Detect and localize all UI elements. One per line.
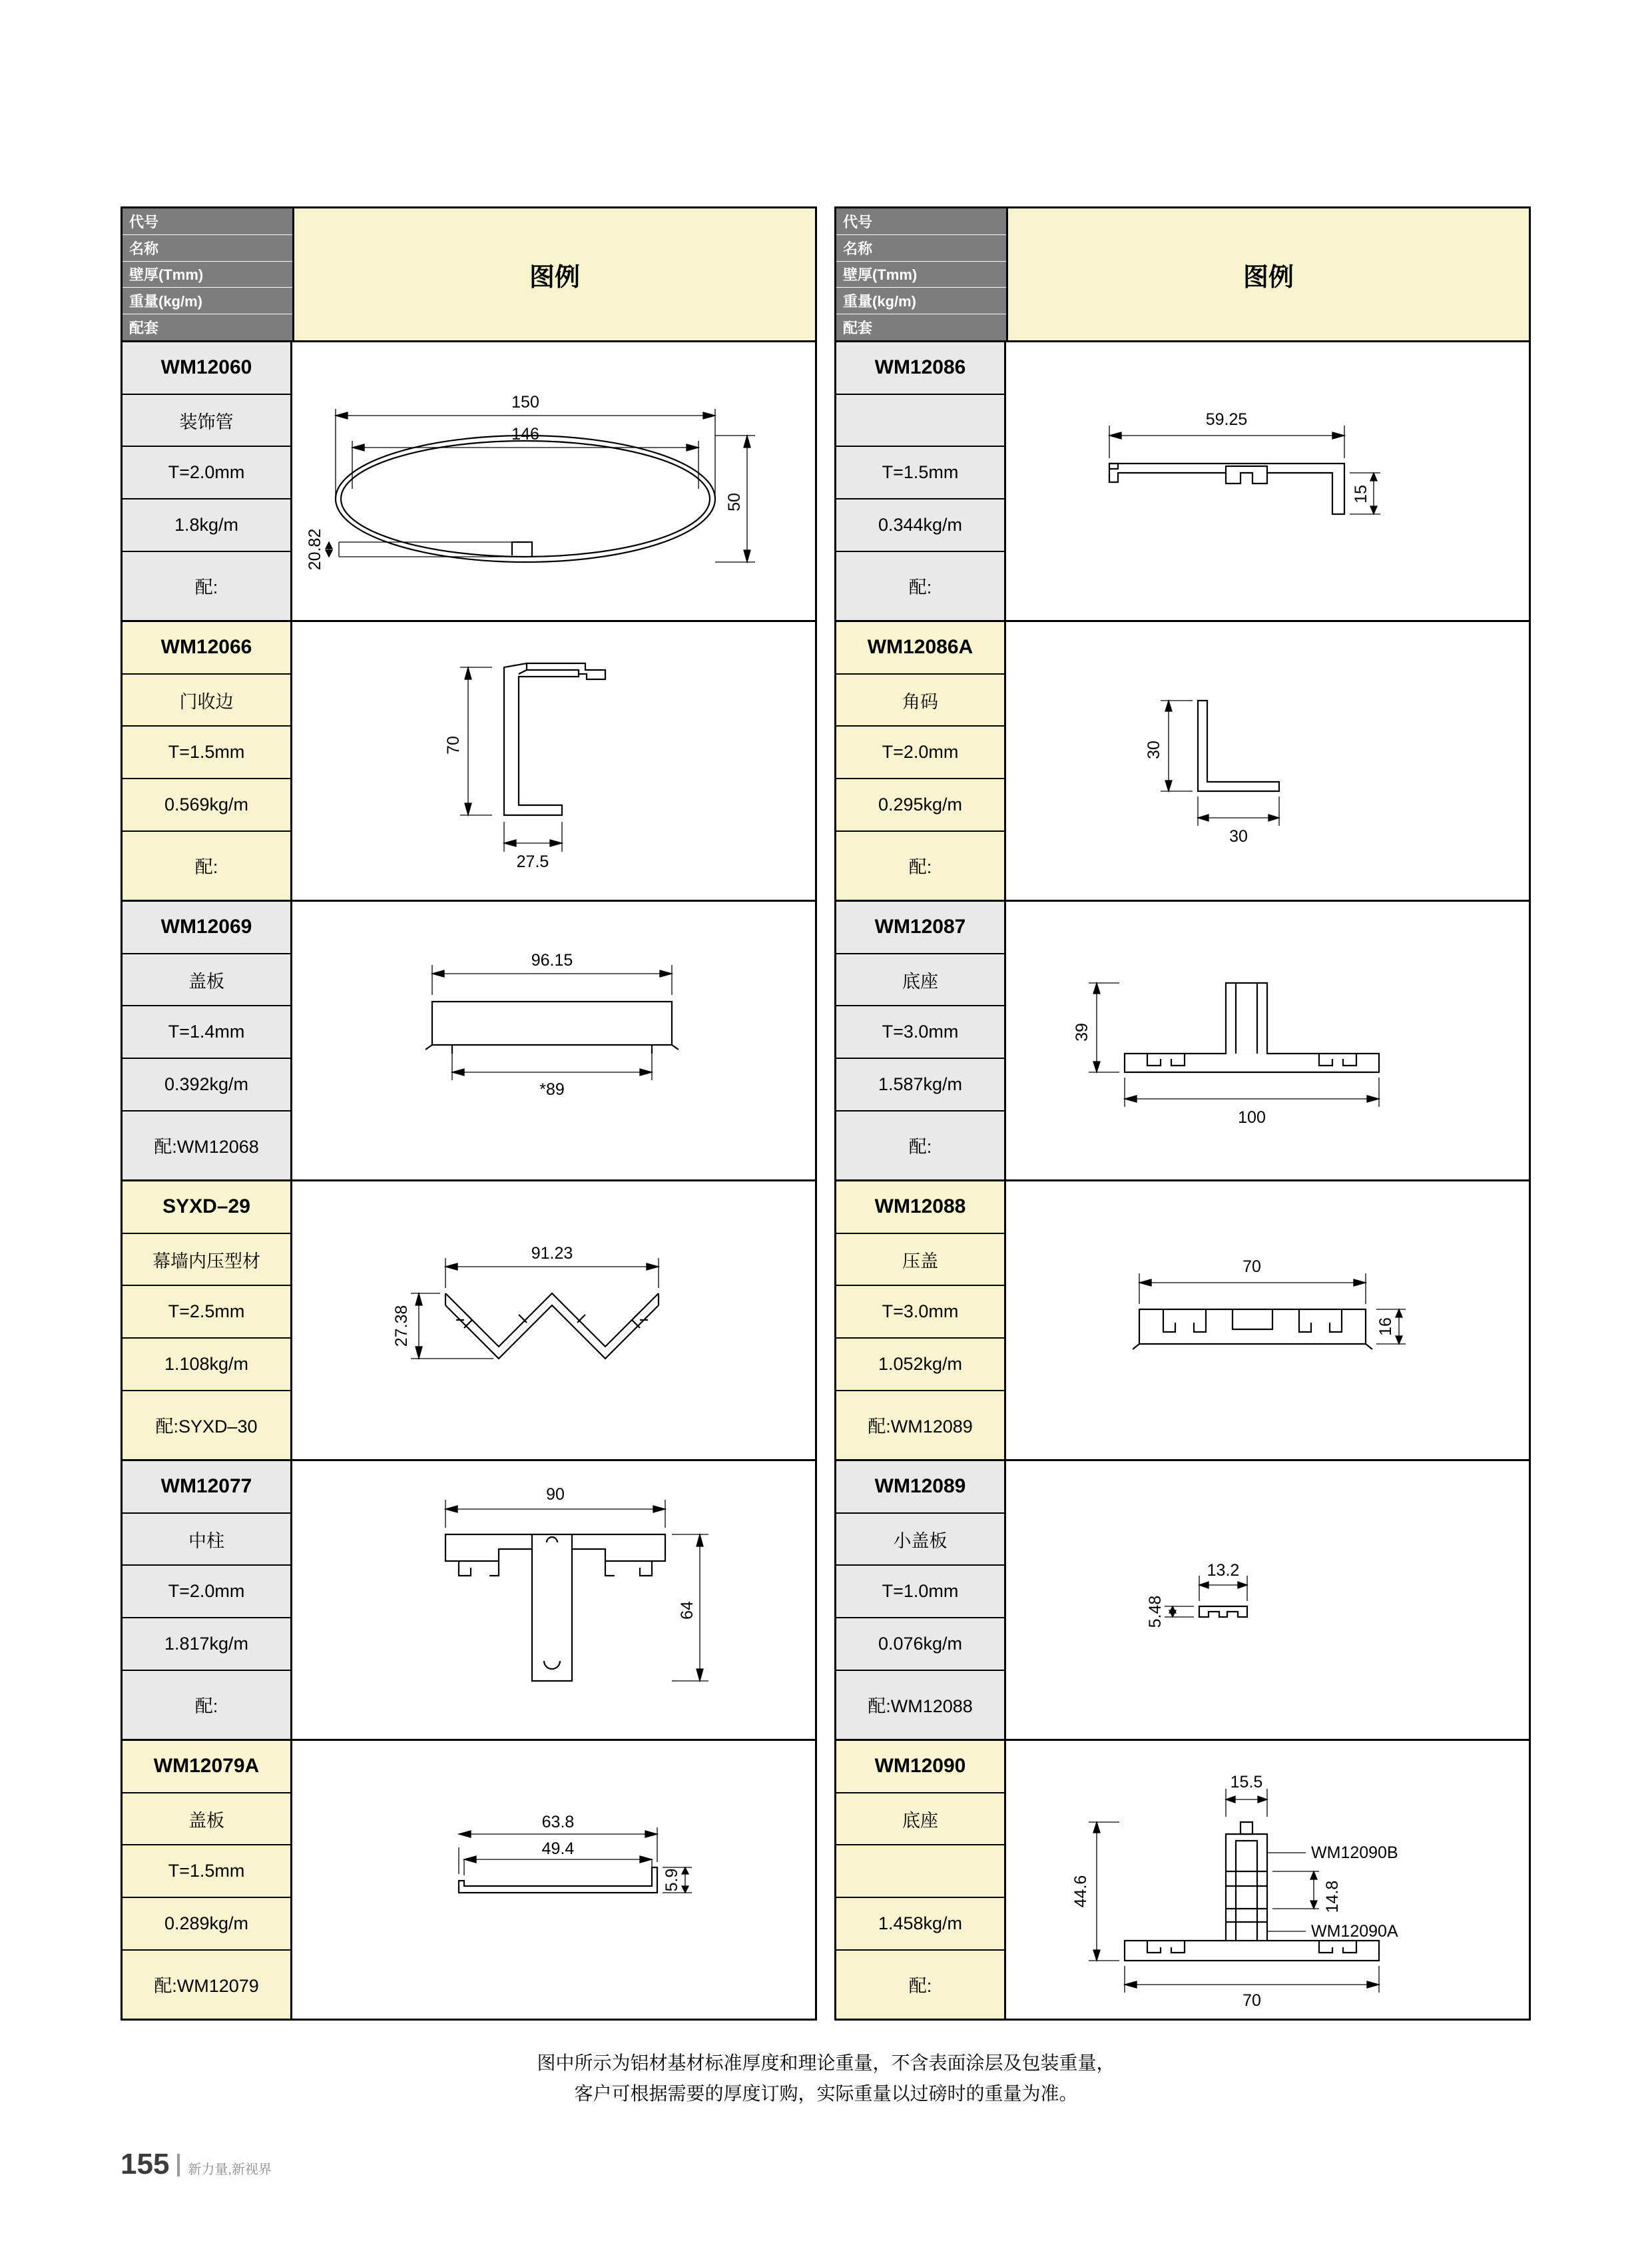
profile-code: WM12086A xyxy=(836,622,1004,675)
profile-match: 配: xyxy=(836,1951,1004,2019)
profile-weight: 1.458kg/m xyxy=(836,1898,1004,1951)
table-row xyxy=(836,1459,1529,1739)
brand-slogan: 新力量,新视界 xyxy=(188,2162,272,2177)
profile-name: 小盖板 xyxy=(836,1514,1004,1566)
profile-figure xyxy=(1006,622,1529,900)
profile-thickness: T=1.5mm xyxy=(123,1845,290,1898)
row-fields xyxy=(836,1741,1006,2019)
profile-match: 配: xyxy=(123,552,290,620)
profile-figure xyxy=(292,1461,815,1739)
profile-code: WM12069 xyxy=(123,902,290,954)
dim-27-5: 27.5 xyxy=(516,852,549,871)
footnote xyxy=(0,2048,1652,2109)
profile-code: WM12087 xyxy=(836,902,1004,954)
profile-table xyxy=(121,206,1531,2021)
row-fields xyxy=(123,622,292,900)
table-row xyxy=(836,340,1529,620)
profile-weight: 0.569kg/m xyxy=(123,779,290,832)
left-column xyxy=(121,206,817,2021)
profile-weight: 1.817kg/m xyxy=(123,1618,290,1671)
right-column xyxy=(834,206,1531,2021)
column-header-right xyxy=(836,208,1529,340)
profile-thickness: T=2.0mm xyxy=(123,1566,290,1618)
row-fields xyxy=(836,622,1006,900)
profile-match: 配:WM12088 xyxy=(836,1671,1004,1739)
profile-weight: 1.587kg/m xyxy=(836,1059,1004,1112)
profile-figure xyxy=(1006,342,1529,620)
footnote-line-2: 客户可根据需要的厚度订购，实际重量以过磅时的重量为准。 xyxy=(574,2083,1078,2104)
dim-49-4: 49.4 xyxy=(541,1839,575,1858)
footnote-line-1: 图中所示为铝材基材标准厚度和理论重量，不含表面涂层及包装重量， xyxy=(537,2053,1115,2073)
table-row xyxy=(836,620,1529,900)
table-row xyxy=(836,1179,1529,1459)
row-fields xyxy=(123,1461,292,1739)
header-label-stack-right xyxy=(836,208,1008,340)
row-fields xyxy=(123,1181,292,1459)
profile-match: 配: xyxy=(836,1112,1004,1179)
header-label-code: 代号 xyxy=(836,208,1006,235)
profile-name xyxy=(836,395,1004,448)
dim-70: 70 xyxy=(444,736,463,755)
page-number: 155 xyxy=(121,2148,170,2180)
profile-weight: 1.052kg/m xyxy=(836,1339,1004,1391)
header-label-thickness: 壁厚(Tmm) xyxy=(123,262,292,288)
row-fields xyxy=(123,902,292,1179)
profile-name: 底座 xyxy=(836,954,1004,1007)
profile-figure xyxy=(1006,1461,1529,1739)
profile-name: 门收边 xyxy=(123,675,290,727)
profile-match: 配: xyxy=(836,552,1004,620)
header-label-match: 配套 xyxy=(836,314,1006,340)
dim-30-v: 30 xyxy=(1145,741,1163,759)
dim-44-6: 44.6 xyxy=(1071,1875,1090,1908)
dim-63-8: 63.8 xyxy=(541,1813,575,1831)
row-fields xyxy=(123,1741,292,2019)
profile-thickness: T=1.5mm xyxy=(836,447,1004,499)
profile-name: 装饰管 xyxy=(123,395,290,448)
profile-match: 配: xyxy=(123,832,290,900)
table-row xyxy=(123,620,815,900)
dim-100: 100 xyxy=(1238,1108,1266,1127)
profile-name: 幕墙内压型材 xyxy=(123,1234,290,1287)
table-row xyxy=(836,900,1529,1179)
profile-match: 配:WM12068 xyxy=(123,1112,290,1179)
row-fields xyxy=(836,1461,1006,1739)
dim-39: 39 xyxy=(1073,1023,1091,1042)
profile-name: 盖板 xyxy=(123,1793,290,1846)
profile-figure xyxy=(292,1181,815,1459)
table-row xyxy=(123,900,815,1179)
header-label-name: 名称 xyxy=(123,235,292,262)
profile-code: WM12060 xyxy=(123,342,290,395)
profile-figure xyxy=(292,342,815,620)
row-fields xyxy=(836,1181,1006,1459)
profile-name: 中柱 xyxy=(123,1514,290,1566)
table-row xyxy=(123,1179,815,1459)
dim-15-5: 15.5 xyxy=(1230,1773,1263,1791)
row-fields xyxy=(123,342,292,620)
profile-weight: 1.8kg/m xyxy=(123,499,290,552)
profile-figure xyxy=(292,902,815,1179)
profile-code: WM12066 xyxy=(123,622,290,675)
profile-weight: 0.344kg/m xyxy=(836,499,1004,552)
column-header-left xyxy=(123,208,815,340)
profile-thickness: T=3.0mm xyxy=(836,1286,1004,1339)
profile-name: 底座 xyxy=(836,1793,1004,1846)
header-figure-title-right: 图例 xyxy=(1008,208,1529,340)
profile-thickness: T=2.0mm xyxy=(123,447,290,499)
profile-code: WM12089 xyxy=(836,1461,1004,1514)
header-label-weight: 重量(kg/m) xyxy=(836,288,1006,314)
profile-thickness: T=2.0mm xyxy=(836,727,1004,779)
profile-weight: 0.289kg/m xyxy=(123,1898,290,1951)
profile-match: 配: xyxy=(836,832,1004,900)
profile-figure xyxy=(292,1741,815,2019)
dim-30-h: 30 xyxy=(1229,827,1248,846)
page-footer xyxy=(121,2148,272,2181)
dim-5-48: 5.48 xyxy=(1146,1595,1165,1628)
dim-96-15: 96.15 xyxy=(531,951,573,970)
dim-70: 70 xyxy=(1242,1257,1261,1276)
dim-13-2: 13.2 xyxy=(1207,1561,1240,1580)
header-figure-title-left: 图例 xyxy=(294,208,815,340)
profile-match: 配:WM12079 xyxy=(123,1951,290,2019)
profile-figure xyxy=(292,622,815,900)
profile-code: WM12079A xyxy=(123,1741,290,1793)
profile-figure xyxy=(1006,1741,1529,2019)
dim-64: 64 xyxy=(678,1601,696,1620)
profile-code: WM12086 xyxy=(836,342,1004,395)
profile-thickness: T=1.5mm xyxy=(123,727,290,779)
dim-5-9: 5.9 xyxy=(663,1868,681,1892)
header-label-weight: 重量(kg/m) xyxy=(123,288,292,314)
profile-weight: 0.076kg/m xyxy=(836,1618,1004,1671)
profile-match: 配:WM12089 xyxy=(836,1391,1004,1459)
profile-match: 配: xyxy=(123,1671,290,1739)
table-row xyxy=(123,1459,815,1739)
profile-thickness: T=1.0mm xyxy=(836,1566,1004,1618)
dim-14-8: 14.8 xyxy=(1323,1880,1342,1913)
profile-code: WM12077 xyxy=(123,1461,290,1514)
dim-90: 90 xyxy=(546,1485,565,1504)
row-fields xyxy=(836,342,1006,620)
header-label-match: 配套 xyxy=(123,314,292,340)
profile-code: WM12090 xyxy=(836,1741,1004,1793)
profile-thickness: T=1.4mm xyxy=(123,1006,290,1059)
header-label-name: 名称 xyxy=(836,235,1006,262)
profile-thickness: T=3.0mm xyxy=(836,1006,1004,1059)
profile-match: 配:SYXD–30 xyxy=(123,1391,290,1459)
footer-divider xyxy=(177,2154,180,2176)
table-row xyxy=(123,1739,815,2019)
profile-figure xyxy=(1006,1181,1529,1459)
row-fields xyxy=(836,902,1006,1179)
profile-code: WM12088 xyxy=(836,1181,1004,1234)
label-wm12090a: WM12090A xyxy=(1311,1922,1398,1941)
dim-16: 16 xyxy=(1376,1317,1395,1336)
dim-27-38: 27.38 xyxy=(392,1305,411,1347)
dim-89: *89 xyxy=(539,1080,565,1099)
profile-weight: 0.392kg/m xyxy=(123,1059,290,1112)
dim-146: 146 xyxy=(511,425,539,444)
dim-50: 50 xyxy=(725,493,744,511)
profile-weight: 1.108kg/m xyxy=(123,1339,290,1391)
dim-59-25: 59.25 xyxy=(1205,410,1248,429)
header-label-thickness: 壁厚(Tmm) xyxy=(836,262,1006,288)
profile-figure xyxy=(1006,902,1529,1179)
table-row xyxy=(836,1739,1529,2019)
table-row xyxy=(123,340,815,620)
label-wm12090b: WM12090B xyxy=(1311,1843,1398,1862)
profile-thickness xyxy=(836,1845,1004,1898)
dim-150: 150 xyxy=(511,393,539,412)
profile-name: 角码 xyxy=(836,675,1004,727)
dim-20-82: 20.82 xyxy=(306,528,324,571)
profile-name: 盖板 xyxy=(123,954,290,1007)
dim-15: 15 xyxy=(1352,485,1370,503)
profile-thickness: T=2.5mm xyxy=(123,1286,290,1339)
profile-name: 压盖 xyxy=(836,1234,1004,1287)
header-label-stack-left xyxy=(123,208,294,340)
profile-weight: 0.295kg/m xyxy=(836,779,1004,832)
profile-code: SYXD–29 xyxy=(123,1181,290,1234)
dim-70: 70 xyxy=(1242,1991,1261,2010)
header-label-code: 代号 xyxy=(123,208,292,235)
dim-91-23: 91.23 xyxy=(531,1244,573,1263)
